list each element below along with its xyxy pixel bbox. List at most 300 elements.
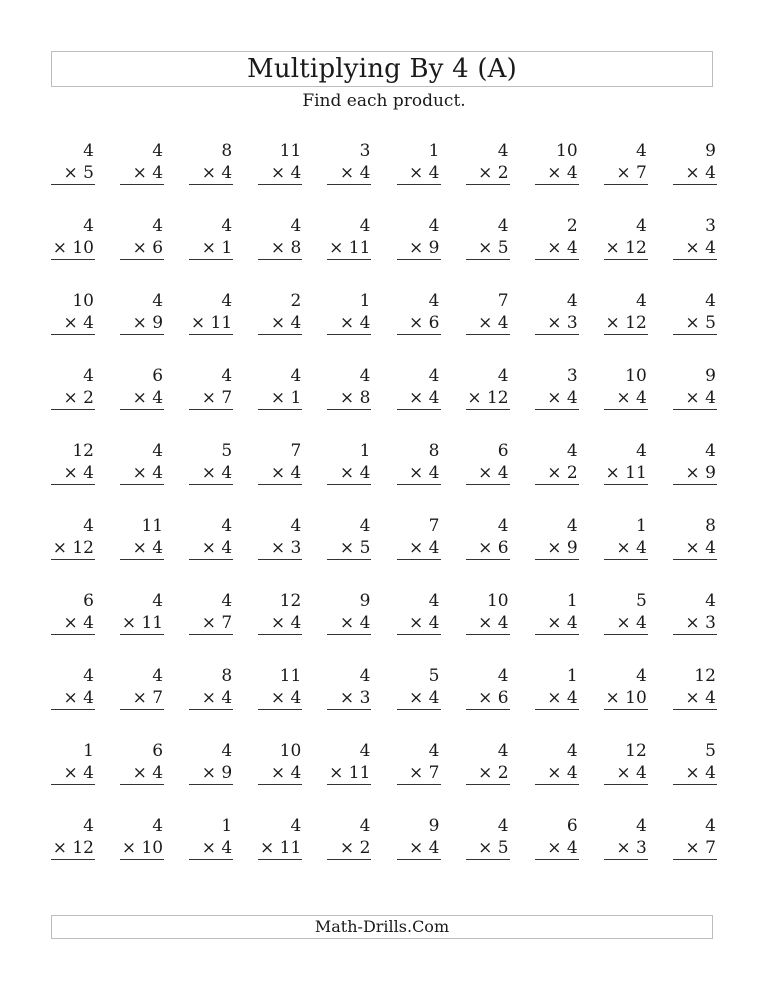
problem [466,515,510,561]
problem-top-number: 4 [635,666,647,686]
problem [189,815,233,861]
problem-top-number: 4 [497,516,509,536]
problem-multiplier: × 4 [535,237,579,260]
problem [535,440,579,486]
problem-multiplier: × 4 [258,687,302,710]
problem-multiplier: × 10 [605,688,647,708]
problem [51,740,95,786]
problem-multiplier: × 4 [51,312,95,335]
problem-multiplier: × 7 [189,612,233,635]
problem-multiplier: × 11 [329,238,371,258]
problem-top-number: 1 [359,291,371,311]
problem-multiplier: × 4 [535,762,579,785]
problem-multiplier: × 4 [120,762,164,785]
problem-top-number: 1 [635,516,647,536]
problem-top-number: 1 [83,741,94,761]
problem-top-number: 4 [221,741,233,761]
problem [397,215,441,261]
problem-multiplier: × 10 [121,838,164,858]
problem-top-number: 5 [635,591,647,611]
problem-multiplier: × 4 [258,162,302,185]
problem-multiplier: × 11 [260,838,302,858]
problem-top-number: 4 [83,366,94,386]
problem-top-number: 7 [497,291,509,311]
problem-top-number: 11 [279,666,302,686]
problem-top-number: 11 [279,141,302,161]
problem [258,665,302,711]
problem [120,215,164,261]
problem-multiplier: × 11 [190,313,233,333]
problem-top-number: 4 [83,666,94,686]
problem-multiplier: × 2 [51,387,95,410]
problem [51,665,95,711]
problem-multiplier: × 4 [258,312,302,335]
problem-top-number: 6 [152,741,164,761]
problem [397,665,441,711]
problem-multiplier: × 4 [535,387,579,410]
problem-top-number: 4 [152,816,164,836]
problem-top-number: 4 [566,516,578,536]
problem [397,440,441,486]
problem [397,140,441,186]
problem-multiplier: × 11 [329,763,371,783]
problem-multiplier: × 9 [120,312,164,335]
problem [604,365,648,411]
problem [604,140,648,186]
problem-top-number: 1 [221,816,233,836]
problem [258,365,302,411]
problem-top-number: 6 [83,591,94,611]
problem-top-number: 8 [428,441,440,461]
problem [258,515,302,561]
problem [189,440,233,486]
problem [466,140,510,186]
problem-top-number: 3 [359,141,371,161]
problem-multiplier: × 4 [535,687,579,710]
problem-top-number: 10 [486,591,509,611]
problem-multiplier: × 12 [605,238,647,258]
problem-multiplier: × 6 [120,237,164,260]
problem [466,665,510,711]
problem-top-number: 4 [359,816,371,836]
problem [120,365,164,411]
worksheet-title: Multiplying By 4 (A) [247,54,517,84]
problem-multiplier: × 4 [397,612,441,635]
problem-top-number: 5 [705,741,716,761]
problem-multiplier: × 4 [51,762,95,785]
problem-top-number: 4 [290,816,302,836]
problem [327,140,371,186]
problem [51,815,95,861]
problem-top-number: 4 [428,216,440,236]
problem-top-number: 4 [428,741,440,761]
instructions: Find each product. [302,91,466,111]
problem-multiplier: × 9 [535,537,579,560]
problem-multiplier: × 8 [327,387,371,410]
problem-multiplier: × 4 [673,237,717,260]
problem [466,440,510,486]
problem-multiplier: × 2 [466,762,510,785]
problem-top-number: 4 [497,366,509,386]
problem-top-number: 4 [359,366,371,386]
problem-top-number: 12 [72,441,94,461]
problem-top-number: 10 [72,291,94,311]
problem [258,740,302,786]
problem [189,365,233,411]
problem-top-number: 4 [221,291,233,311]
problem-top-number: 5 [221,441,233,461]
problem-top-number: 12 [279,591,302,611]
problem-top-number: 4 [497,666,509,686]
problem-multiplier: × 6 [397,312,441,335]
problem [466,365,510,411]
problem-top-number: 9 [428,816,440,836]
problem-multiplier: × 4 [258,462,302,485]
problem [258,440,302,486]
problem [327,665,371,711]
problem-multiplier: × 4 [327,312,371,335]
problem [51,590,95,636]
problem-multiplier: × 12 [605,313,647,333]
problem-top-number: 10 [279,741,302,761]
problem-top-number: 4 [83,216,94,236]
problem-multiplier: × 7 [189,387,233,410]
problem [397,740,441,786]
problem [327,590,371,636]
problem-top-number: 1 [359,441,371,461]
problem [673,665,717,711]
problem [604,290,648,336]
problem-multiplier: × 4 [258,762,302,785]
problem-top-number: 2 [290,291,302,311]
problem-multiplier: × 4 [120,162,164,185]
problem-multiplier: × 4 [120,387,164,410]
problem-multiplier: × 4 [189,462,233,485]
problem-top-number: 3 [705,216,716,236]
problem [604,590,648,636]
problem [327,515,371,561]
problem-multiplier: × 4 [327,162,371,185]
problem-multiplier: × 2 [466,162,510,185]
problem-top-number: 4 [705,816,716,836]
problem-multiplier: × 4 [120,462,164,485]
problem-multiplier: × 4 [397,687,441,710]
problem [673,365,717,411]
problem-top-number: 8 [705,516,716,536]
problem [673,740,717,786]
problem-top-number: 4 [497,216,509,236]
problem-top-number: 10 [625,366,647,386]
problem-multiplier: × 4 [466,462,510,485]
problem-top-number: 4 [635,141,647,161]
problem-multiplier: × 6 [466,537,510,560]
problem [189,590,233,636]
problem-top-number: 9 [705,141,716,161]
problem-multiplier: × 5 [327,537,371,560]
problem [189,290,233,336]
problem-multiplier: × 4 [327,612,371,635]
problem-top-number: 4 [152,441,164,461]
problem [673,815,717,861]
problem-top-number: 6 [497,441,509,461]
problem-top-number: 4 [83,816,94,836]
problem [673,215,717,261]
problem-multiplier: × 3 [673,612,717,635]
problem-multiplier: × 3 [327,687,371,710]
problem-multiplier: × 4 [604,387,648,410]
problem [327,815,371,861]
problem-top-number: 4 [83,516,94,536]
problem [120,440,164,486]
problem-top-number: 7 [290,441,302,461]
footer-text: Math-Drills.Com [314,917,450,936]
problem [51,515,95,561]
problem-top-number: 11 [141,516,164,536]
problem [189,515,233,561]
problem [189,665,233,711]
problem [535,365,579,411]
problem-top-number: 4 [497,741,509,761]
problem-multiplier: × 5 [466,837,510,860]
problem [535,590,579,636]
problem-multiplier: × 4 [535,612,579,635]
problem-multiplier: × 5 [51,162,95,185]
problem-multiplier: × 7 [120,687,164,710]
problem-multiplier: × 11 [605,463,647,483]
problem-top-number: 12 [694,666,716,686]
problem-multiplier: × 4 [673,387,717,410]
problem-top-number: 8 [221,666,233,686]
problem [535,215,579,261]
problem-multiplier: × 8 [258,237,302,260]
problem [258,590,302,636]
problem-top-number: 12 [625,741,647,761]
problem-top-number: 10 [556,141,578,161]
problem-multiplier: × 4 [466,312,510,335]
problem [327,215,371,261]
problem-multiplier: × 2 [535,462,579,485]
problem [604,665,648,711]
problem-multiplier: × 9 [189,762,233,785]
problem-multiplier: × 4 [397,537,441,560]
problem-multiplier: × 4 [397,837,441,860]
problem [120,515,164,561]
problem [466,815,510,861]
problem [327,290,371,336]
problem-multiplier: × 3 [258,537,302,560]
problem-top-number: 4 [705,441,716,461]
problem-top-number: 4 [152,291,164,311]
problem-top-number: 1 [566,666,578,686]
problem-multiplier: × 4 [189,687,233,710]
problem-top-number: 4 [566,291,578,311]
problem [535,140,579,186]
problem-multiplier: × 4 [189,837,233,860]
problem [327,740,371,786]
problem [466,590,510,636]
problem-multiplier: × 4 [535,837,579,860]
problem [397,590,441,636]
problem-multiplier: × 5 [466,237,510,260]
problem-multiplier: × 4 [51,462,95,485]
problem [604,515,648,561]
problem-top-number: 4 [221,366,233,386]
problem-top-number: 4 [290,516,302,536]
problem-top-number: 4 [705,591,716,611]
problem-top-number: 4 [359,216,371,236]
problem-multiplier: × 11 [121,613,164,633]
problem-top-number: 4 [152,216,164,236]
problem [604,815,648,861]
problem-multiplier: × 4 [120,537,164,560]
problem-top-number: 4 [221,516,233,536]
problem-multiplier: × 7 [397,762,441,785]
problem [673,440,717,486]
problem [120,815,164,861]
problem-multiplier: × 4 [189,537,233,560]
footer-box [51,915,713,939]
problem [327,365,371,411]
problem-top-number: 4 [152,666,164,686]
problem-multiplier: × 4 [189,162,233,185]
problem-top-number: 5 [428,666,440,686]
problem-multiplier: × 3 [535,312,579,335]
problem-multiplier: × 4 [673,687,717,710]
problem-top-number: 4 [635,816,647,836]
problem-top-number: 4 [359,741,371,761]
problem-top-number: 4 [428,591,440,611]
problem-top-number: 4 [566,441,578,461]
problem [189,140,233,186]
problem-multiplier: × 7 [604,162,648,185]
problem-top-number: 4 [359,516,371,536]
problem [120,290,164,336]
problem-top-number: 4 [152,591,164,611]
problem-multiplier: × 1 [258,387,302,410]
problem [258,140,302,186]
problem [535,515,579,561]
problem [673,515,717,561]
problem-multiplier: × 4 [604,762,648,785]
problem-multiplier: × 9 [397,237,441,260]
problem-top-number: 4 [705,291,716,311]
problem-top-number: 4 [497,141,509,161]
problem-top-number: 4 [428,366,440,386]
problem-top-number: 4 [635,441,647,461]
problem-multiplier: × 4 [604,612,648,635]
problem-multiplier: × 4 [51,687,95,710]
problem-top-number: 7 [428,516,440,536]
problem-top-number: 4 [152,141,164,161]
problem-top-number: 6 [566,816,578,836]
problem [397,290,441,336]
problem [535,740,579,786]
problem-multiplier: × 4 [51,612,95,635]
problem-multiplier: × 4 [604,537,648,560]
problem [535,290,579,336]
problem [673,140,717,186]
problem [535,665,579,711]
problem-multiplier: × 4 [673,762,717,785]
problem-top-number: 4 [428,291,440,311]
problem [466,290,510,336]
problem-top-number: 9 [359,591,371,611]
problem-multiplier: × 4 [397,462,441,485]
problem [189,215,233,261]
problem [258,290,302,336]
problem-multiplier: × 1 [189,237,233,260]
problem-multiplier: × 4 [397,387,441,410]
problem-top-number: 4 [290,216,302,236]
problem-multiplier: × 12 [467,388,509,408]
problem-multiplier: × 4 [327,462,371,485]
problem-top-number: 4 [635,216,647,236]
problem [604,215,648,261]
problem-multiplier: × 12 [52,538,94,558]
problem [604,740,648,786]
problem [51,215,95,261]
problem-top-number: 9 [705,366,716,386]
problem [51,140,95,186]
problem-multiplier: × 4 [673,537,717,560]
problem-multiplier: × 9 [673,462,717,485]
problem-top-number: 1 [566,591,578,611]
problem [51,290,95,336]
problem [397,515,441,561]
problem [466,740,510,786]
problem-top-number: 4 [83,141,94,161]
problem [120,590,164,636]
problem-multiplier: × 4 [466,612,510,635]
problem [189,740,233,786]
problem [120,740,164,786]
problem [258,815,302,861]
problem-top-number: 4 [221,216,233,236]
problem [120,665,164,711]
problem-multiplier: × 5 [673,312,717,335]
problem [673,590,717,636]
problem-multiplier: × 2 [327,837,371,860]
problem [327,440,371,486]
problem-top-number: 2 [566,216,578,236]
problem [466,215,510,261]
problem-multiplier: × 7 [673,837,717,860]
problem-top-number: 4 [497,816,509,836]
problem-multiplier: × 4 [397,162,441,185]
problem-top-number: 4 [359,666,371,686]
problem [397,815,441,861]
problem-top-number: 4 [221,591,233,611]
problem-multiplier: × 4 [673,162,717,185]
problem-multiplier: × 12 [52,838,94,858]
problem-multiplier: × 10 [52,238,94,258]
problem-top-number: 6 [152,366,164,386]
problem-top-number: 4 [290,366,302,386]
problem-top-number: 1 [428,141,440,161]
problem [51,440,95,486]
problem [535,815,579,861]
problem [51,365,95,411]
problem [397,365,441,411]
problem-multiplier: × 4 [535,162,579,185]
problem [258,215,302,261]
problem-top-number: 8 [221,141,233,161]
problem-multiplier: × 4 [258,612,302,635]
problem [120,140,164,186]
problem-top-number: 3 [566,366,578,386]
problem-top-number: 4 [635,291,647,311]
problem [673,290,717,336]
